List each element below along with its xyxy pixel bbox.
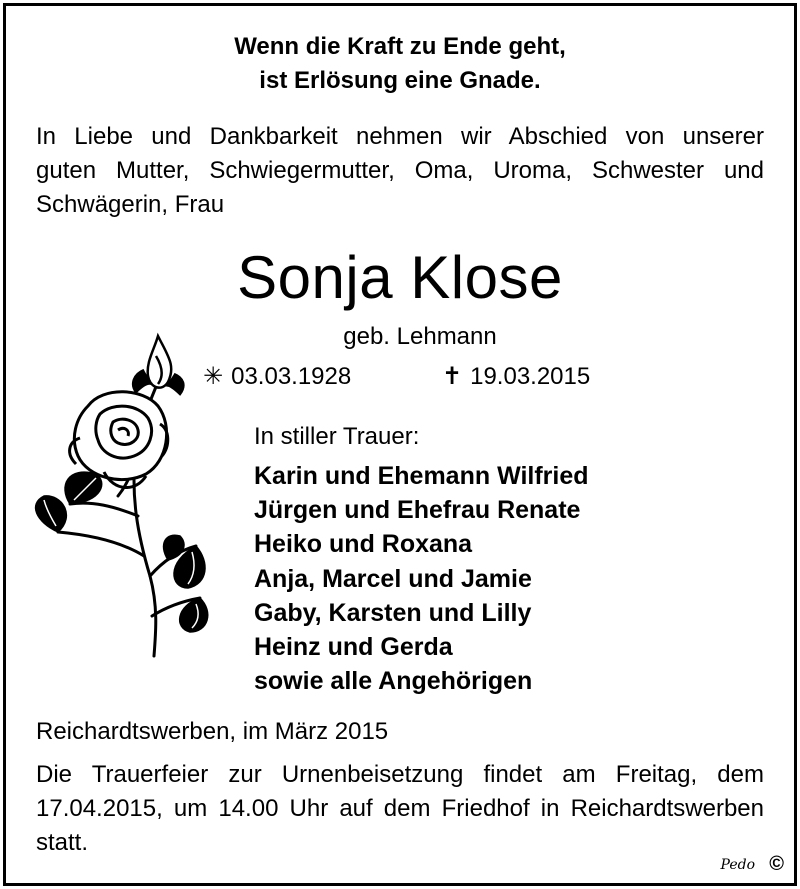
maiden-name: geb. Lehmann [343,323,497,350]
motto-line-1: Wenn die Kraft zu Ende geht, [234,33,566,60]
list-item: sowie alle Angehörigen [254,667,533,696]
ceremony-text [36,758,764,860]
mourners-list [254,459,589,698]
intro-line-3: Schwägerin, Frau [36,191,225,218]
place-date: Reichardtswerben, im März 2015 [36,718,389,745]
list-item: Jürgen und Ehefrau Renate [254,496,581,525]
ceremony-line-2: 17.04.2015, um 14.00 Uhr auf dem Friedhof in Reichardtswerben [36,795,764,822]
intro-line-1: In Liebe und Dankbarkeit nehmen wir Abschied von unserer [36,123,764,150]
deceased-name: Sonja Klose [237,244,563,311]
intro-line-2: guten Mutter, Schwiegermutter, Oma, Uroma, Schwester und [36,157,764,184]
copyright-symbol: © [769,853,784,875]
list-item: Anja, Marcel und Jamie [254,564,532,593]
list-item: Heiko und Roxana [254,530,473,559]
designer-signature: Pedo [720,857,755,873]
ceremony-line-1: Die Trauerfeier zur Urnenbeisetzung findet am Freitag, dem [36,761,764,788]
list-item: Heinz und Gerda [254,633,453,662]
birth-star-icon: ✳ [203,363,224,390]
birth-date-value: 03.03.1928 [231,363,352,390]
list-item: Karin und Ehemann Wilfried [254,462,589,490]
mourning-label: In stiller Trauer: [254,423,420,450]
ceremony-line-3: statt. [36,829,89,856]
intro-text [36,120,764,222]
death-date-value: 19.03.2015 [470,363,591,390]
death-cross-icon: ✝ [442,363,463,390]
motto-line-2: ist Erlösung eine Gnade. [259,67,541,94]
rose-icon [18,326,218,666]
list-item: Gaby, Karsten und Lilly [254,598,532,627]
death-date [442,360,590,394]
birth-date [203,360,351,394]
